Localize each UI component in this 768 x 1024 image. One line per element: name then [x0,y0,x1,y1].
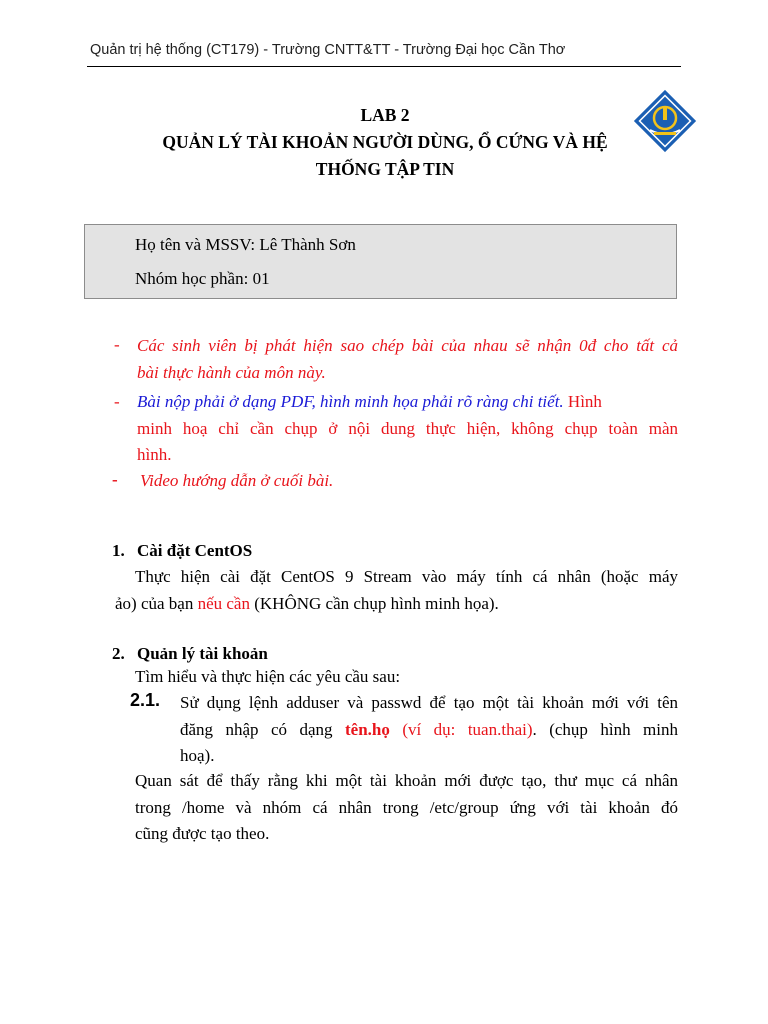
note-video: Video hướng dẫn ở cuối bài. [140,471,334,490]
lab-title-line1: QUẢN LÝ TÀI KHOẢN NGƯỜI DÙNG, Ổ CỨNG VÀ HỆ [162,132,608,152]
header-divider [87,66,681,67]
note-bullet: - [114,335,120,354]
observation-line1: Quan sát để thấy rằng khi một tài khoản mới được tạo, thư mục cá nhân [135,771,678,790]
subsection-text-line3: hoạ). [180,746,215,765]
username-example: (ví dụ: tuan.thai) [389,720,533,739]
subsection-text-line1: Sử dụng lệnh adduser và passwd để tạo một tài khoản mới với tên [180,693,678,712]
note-screenshot-line3: hình. [137,445,172,464]
lab-number: LAB 2 [360,105,410,125]
section2-heading: Quản lý tài khoản [137,644,268,663]
note-copying-line2: bài thực hành của môn này. [137,363,326,382]
note-pdf-requirement: Bài nộp phải ở dạng PDF, hình minh họa phải rõ ràng chi tiết. [137,392,564,411]
section1-text-line1: Thực hiện cài đặt CentOS 9 Stream vào máy tính cá nhân (hoặc máy [135,567,678,586]
section1-heading: Cài đặt CentOS [137,541,253,560]
observation-line3: cũng được tạo theo. [135,824,270,843]
section1-text-line2: ảo) của bạn nếu cần (KHÔNG cần chụp hình minh họa). [115,594,499,613]
subsection-number: 2.1. [130,690,161,710]
note-pdf-line1 [137,388,678,416]
student-name: Họ tên và MSSV: Lê Thành Sơn [135,235,356,254]
if-needed-highlight: nếu cần [197,594,250,613]
subsection-text-line2: đăng nhập có dạng tên.họ (ví dụ: tuan.thai). (chụp hình minh [180,720,678,739]
note-screenshot-start: Hình [563,392,602,411]
observation-line2: trong /home và nhóm cá nhân trong /etc/group ứng với tài khoản đó [135,798,678,817]
student-info-box [84,224,677,299]
section2-intro: Tìm hiểu và thực hiện các yêu cầu sau: [135,667,401,686]
username-format: tên.họ [345,720,390,739]
note-bullet: - [112,470,118,489]
note-copying-line1: Các sinh viên bị phát hiện sao chép bài của nhau sẽ nhận 0đ cho tất cả [137,336,678,355]
course-group: Nhóm học phần: 01 [135,269,270,288]
page-header: Quản trị hệ thống (CT179) - Trường CNTT&TT - Trường Đại học Cần Thơ [90,42,566,58]
university-logo-icon [632,88,698,154]
lab-title-line2: THỐNG TẬP TIN [315,159,455,179]
note-bullet: - [114,392,120,411]
section1-number: 1. [112,541,125,560]
note-screenshot-line2: minh hoạ chỉ cần chụp ở nội dung thực hiện, không chụp toàn màn [137,419,678,438]
section2-number: 2. [112,644,125,663]
